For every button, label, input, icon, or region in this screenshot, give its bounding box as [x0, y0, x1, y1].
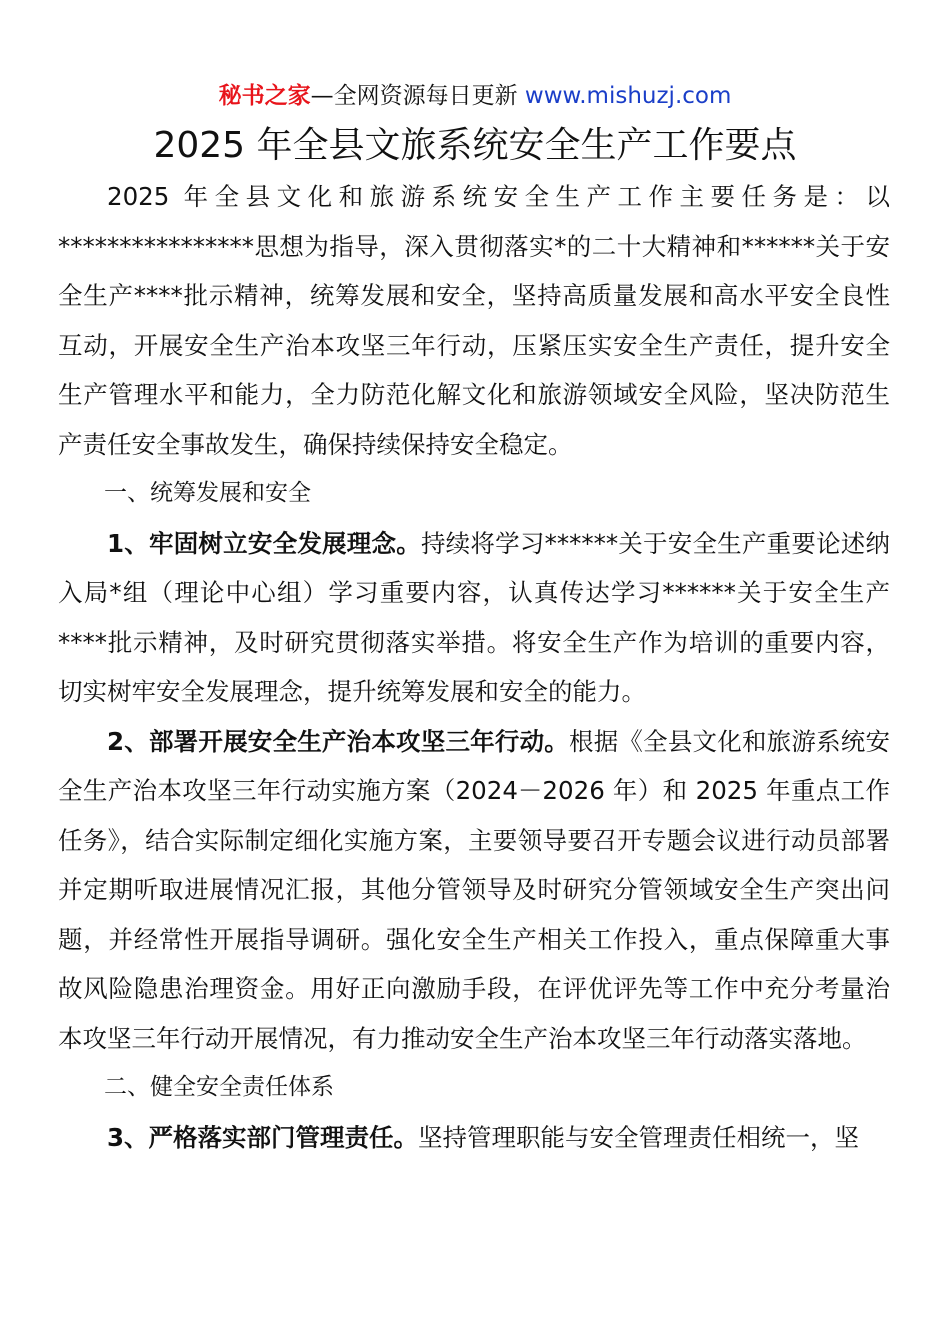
site-header	[0, 80, 950, 112]
document-title: 2025 年全县文旅系统安全生产工作要点	[153, 125, 797, 166]
intro-paragraph: 2025 年全县文化和旅游系统安全生产工作主要任务是：以****************思想为指导，深入贯彻落实*的二十大精神和******关于安全生产****批示精神，统筹发展和安全，坚持高质量发展和高水平安全良性互动，开展安全生产治本攻坚三年行动，压紧压实安全生产责任，提升安全生产管理水平和能力，全力防范化解文化和旅游领域安全风险，坚决防范生产责任安全事故发生，确保持续保持安全稳定。	[58, 182, 890, 459]
item-2-text: 根据《全县文化和旅游系统安全生产治本攻坚三年行动实施方案（2024－2026 年）和 2025 年重点工作任务》，结合实际制定细化实施方案，主要领导要召开专题会议进行动员部署并定期听取进展情况汇报，其他分管领导及时研究分管领域安全生产突出问题，并经常性开展指导调研。强化安全生产相关工作投入，重点保障重大事故风险隐患治理资金。用好正向激励手段，在评优评先等工作中充分考量治本攻坚三年行动开展情况，有力推动安全生产治本攻坚三年行动落实落地。	[58, 726, 891, 1053]
site-name: 秘书之家	[218, 83, 311, 109]
item-1-paragraph	[58, 519, 890, 717]
document-body	[58, 172, 890, 1162]
item-2-lead: 2、部署开展安全生产治本攻坚三年行动。	[107, 726, 570, 756]
item-3-text: 坚持管理职能与安全管理责任相统一，坚	[418, 1122, 860, 1152]
item-2-paragraph	[58, 717, 890, 1064]
item-3-lead: 3、严格落实部门管理责任。	[107, 1122, 419, 1152]
item-1-lead: 1、牢固树立安全发展理念。	[107, 528, 421, 558]
section-heading-1: 一、统筹发展和安全	[104, 480, 311, 506]
section-heading-2: 二、健全安全责任体系	[104, 1074, 334, 1100]
item-1-text: 持续将学习******关于安全生产重要论述纳入局*组（理论中心组）学习重要内容，认真传达学习******关于安全生产****批示精神，及时研究贯彻落实举措。将安全生产作为培训的重要内容，切实树牢安全发展理念，提升统筹发展和安全的能力。	[58, 528, 891, 706]
item-3-paragraph	[58, 1113, 890, 1163]
site-tagline: —全网资源每日更新	[310, 83, 525, 109]
site-url[interactable]: www.mishuzj.com	[524, 83, 732, 109]
